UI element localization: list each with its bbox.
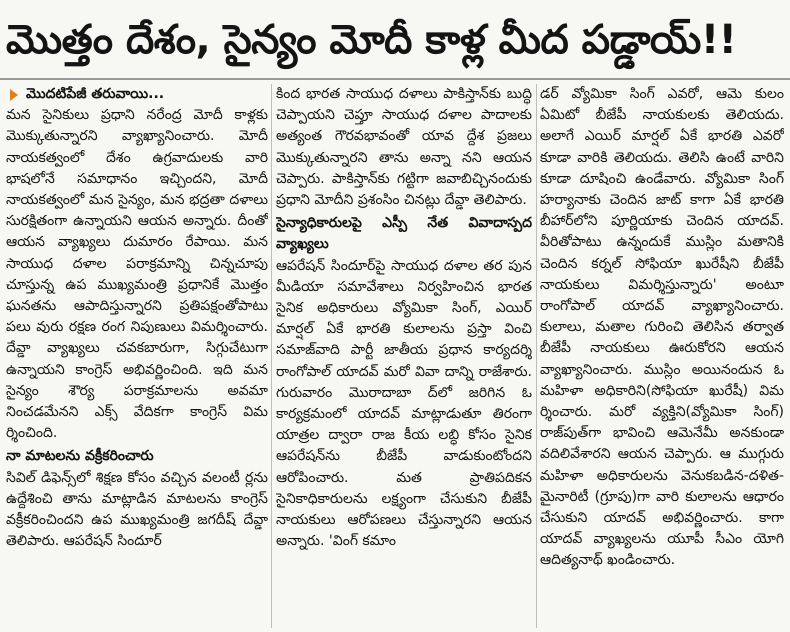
continuation-kicker <box>6 84 268 105</box>
column-2 <box>276 84 532 628</box>
article-paragraph: కింద భారత సాయుధ దళాలు పాకిస్తాన్‌కు బుద్ధి చెప్పాయని చెప్తూ సాయుధ దళాల పాదాలకు అత్యంత గౌరవభావంతో యావ ద్దేశ ప్రజలు మొక్కుతున్నారని తాను అన్నా నని ఆయన చెప్పారు. పాకిస్తాన్‌కు గట్టిగా జవాబిచ్చినందుకు ప్రధాని మోదీని ప్రశంసిం చినట్లు దేవ్డా తెలిపారు. <box>276 86 532 209</box>
headline-rule <box>0 78 790 80</box>
subheading: నా మాటలను వక్రీకరించారు <box>6 448 154 465</box>
article-paragraph: మన సైనికులు ప్రధాని నరేంద్ర మోదీ కాళ్లకు మొక్కుతున్నారని వ్యాఖ్యానించారు. మోదీ నాయకత్వంలో దేశం ఉగ్రవాదులకు వారి భాషలోనే సమాధానం ఇచ్చిందని, మోదీ నాయకత్వంలో మన సైన్యం, మన భద్రతా దళాలు సురక్షితంగా ఉన్నాయని ఆయన అన్నారు. దీంతో ఆయన వ్యాఖ్యలు దుమారం రేపాయి. మన సాయుధ దళాల పరాక్రమాన్ని చిన్నచూపు చూస్తున్న ఉప ముఖ్యమంత్రి ప్రధానికే మొత్తం ఘనతను ఆపాదిస్తున్నారని ప్రతిపక్షంతోపాటు పలు వురు రక్షణ రంగ నిపుణులు విమర్శించారు. దేవ్డా వ్యాఖ్యలు చవకబారుగా, సిగ్గుచేటుగా ఉన్నాయని కాంగ్రెస్ అభివర్ణించింది. ఇది మన సైన్యం శౌర్య పరాక్రమాలను అవమా నించడమేనని ఎక్స్ వేదికగా కాంగ్రెస్ విమ ర్శించింది. <box>6 107 268 442</box>
subheading: సైన్యాధికారులపై ఎస్పీ నేత వివాదాస్పద వ్యాఖ్యలు <box>276 215 532 253</box>
column-3 <box>540 84 784 628</box>
article-paragraph: ఆపరేషన్ సిందూర్‌పై సాయుధ దళాల తర పున మీడియా సమావేశాలు నిర్వహించిన భారత సైనిక అధికారులు వ్యోమికా సింగ్, ఎయిర్ మార్షల్ ఏకే భారతి కులాలను ప్రస్తా వించి సమాజ్‌వాది పార్టీ జాతీయ ప్రధాన కార్యదర్శి రాంగోపాల్ యాదవ్ మరో వివా దాన్ని రాజేశారు. గురువారం మొరాదాబా ద్‌లో జరిగిన ఓ కార్యక్రమంలో యాదవ్ మాట్లాడుతూ తిరంగా యాత్రల ద్వారా రాజ కీయ లబ్ధి కోసం సైనిక ఆపరేషన్‌ను బీజేపీ వాడుకుంటోందని ఆరోపించారు. మత ప్రాతిపదికన సైనికాధికారులను లక్ష్యంగా చేసుకుని బీజేపీ నాయకులు ఆరోపణలు చేస్తున్నారని ఆయన అన్నారు. 'వింగ్ కమాం <box>276 257 532 550</box>
headline: మొత్తం దేశం, సైన్యం మోదీ కాళ్ల మీద పడ్డాయ్!! <box>6 17 737 63</box>
kicker-label: మొదటిపేజీ తరువాయి... <box>26 86 165 102</box>
column-divider <box>271 84 272 628</box>
column-1 <box>6 84 268 628</box>
column-divider <box>536 84 537 628</box>
article-paragraph: డర్ వ్యోమికా సింగ్ ఎవరో, ఆమె కులం ఏమిటో బీజేపీ నాయకులకు తెలియదు. అలాగే ఎయిర్ మార్షల్ ఏకే భారతి ఎవరో కూడా వారికి తెలియదు. తెలిసి ఉంటే వారిని కూడా దూషించి ఉండేవారు. వ్యోమికా సింగ్ హర్యానాకు చెందిన జాట్ కాగా ఏకే భారతి బీహార్‌లోని పూర్ణియాకు చెందిన యాదవ్. వీరితోపాటు ఉన్నందుకే ముస్లిం మతానికి చెందిన కర్నల్ సోఫియా ఖురేషీని బీజేపీ నాయకులు విమర్శిస్తున్నారు' అంటూ రాంగోపాల్ యాదవ్ వ్యాఖ్యానించారు. కులాలు, మతాల గురించి తెలిసిన తర్వాత బీజేపీ నాయకులు ఊరుకోరని ఆయన వ్యాఖ్యానించారు. ముస్లిం అయినందున ఓ మహిళా అధికారిని(సోఫియా ఖురేషీ) విమ ర్శించారు. మరో వ్యక్తిని(వ్యోమికా సింగ్) రాజ్‌పుత్‌గా భావించి ఆమెనేమీ అనకుండా వదిలివేశారని ఆయన చెప్పారు. ఆ ముగ్గురు మహిళా అధికారులను వెనుకబడిన-దళిత- మైనారిటీ (గ్రూపు)గా వారి కులాలను ఆధారం చేసుకుని యాదవ్ అభివర్ణించారు. కాగా యాదవ్ వ్యాఖ్యలను యూపీ సీఎం యోగి ఆదిత్యనాథ్ ఖండించారు. <box>540 86 784 569</box>
article-paragraph: సివిల్ డిఫెన్స్‌లో శిక్షణ కోసం వచ్చిన వలంటీ ర్లను ఉద్దేశించి తాను మాట్లాడిన మాటలను కాంగ్రెస్ వక్రీకరించిందని ఉప ముఖ్యమంత్రి జగదీష్ దేవ్డా తెలిపారు. ఆపరేషన్ సిందూర్ <box>6 469 268 550</box>
arrow-icon <box>10 89 18 101</box>
